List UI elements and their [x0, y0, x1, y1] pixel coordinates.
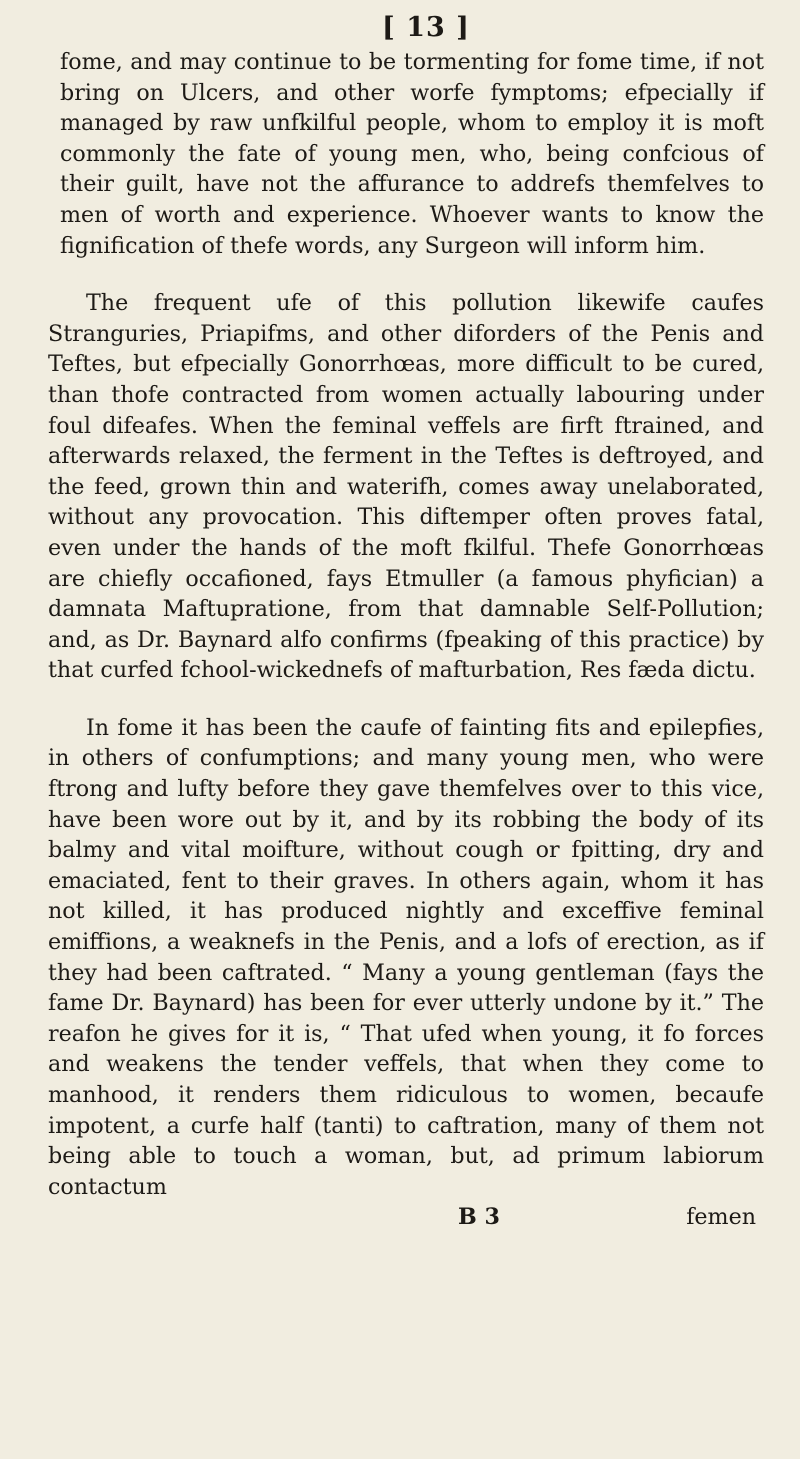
page-number-header: [ 13 ]	[382, 12, 470, 43]
catchword: femen	[686, 1204, 756, 1231]
paragraph-3: In fome it has been the caufe of fainting fits and epilepfies, in others of confumptions; and many young men, who were ftrong and lufty before they gave themfelves over to this vice, have been wore out by it, and by its robbing the body of its balmy and vital moifture, without cough or fpitting, dry and emaciated, fent to their graves. In others again, whom it has not killed, it has produced nightly and exceffive feminal emiffions, a weaknefs in the Penis, and a lofs of erection, as if they had been caftrated. “ Many a young gentleman (fays the fame Dr. Baynard) has been for ever utterly undone by it.” The reafon he gives for it is, “ That ufed when young, it fo forces and weakens the tender veffels, that when they come to manhood, it renders them ridiculous to women, becaufe impotent, a curfe half (tanti) to caftration, many of them not being able to touch a woman, but, ad primum labiorum contactum	[48, 714, 764, 1200]
page-footer	[48, 1202, 764, 1233]
paragraph-2: The frequent ufe of this pollution likewife caufes Stranguries, Priapifms, and other diforders of the Penis and Teftes, but efpecially Gonorrhœas, more difficult to be cured, than thofe contracted from women actually labouring under foul difeafes. When the feminal veffels are firft ftrained, and afterwards relaxed, the ferment in the Teftes is deftroyed, and the feed, grown thin and waterifh, comes away unelaborated, without any provocation. This diftemper often proves fatal, even under the hands of the moft fkilful. Thefe Gonorrhœas are chiefly occafioned, fays Etmuller (a famous phyfician) a damnata Maftupratione, from that damnable Self-Pollution; and, as Dr. Baynard alfo confirms (fpeaking of this practice) by that curfed fchool-wickednefs of mafturbation, Res fæda dictu.	[48, 290, 764, 684]
signature-mark: B 3	[458, 1204, 500, 1231]
paragraph-1: fome, and may continue to be tormenting for fome time, if not bring on Ulcers, and other worfe fymptoms; efpecially if managed by raw unfkilful people, whom to employ it is moft commonly the fate of young men, who, being confcious of their guilt, have not the affurance to addrefs themfelves to men of worth and experience. Whoever wants to know the fignification of thefe words, any Surgeon will inform him.	[60, 49, 764, 259]
